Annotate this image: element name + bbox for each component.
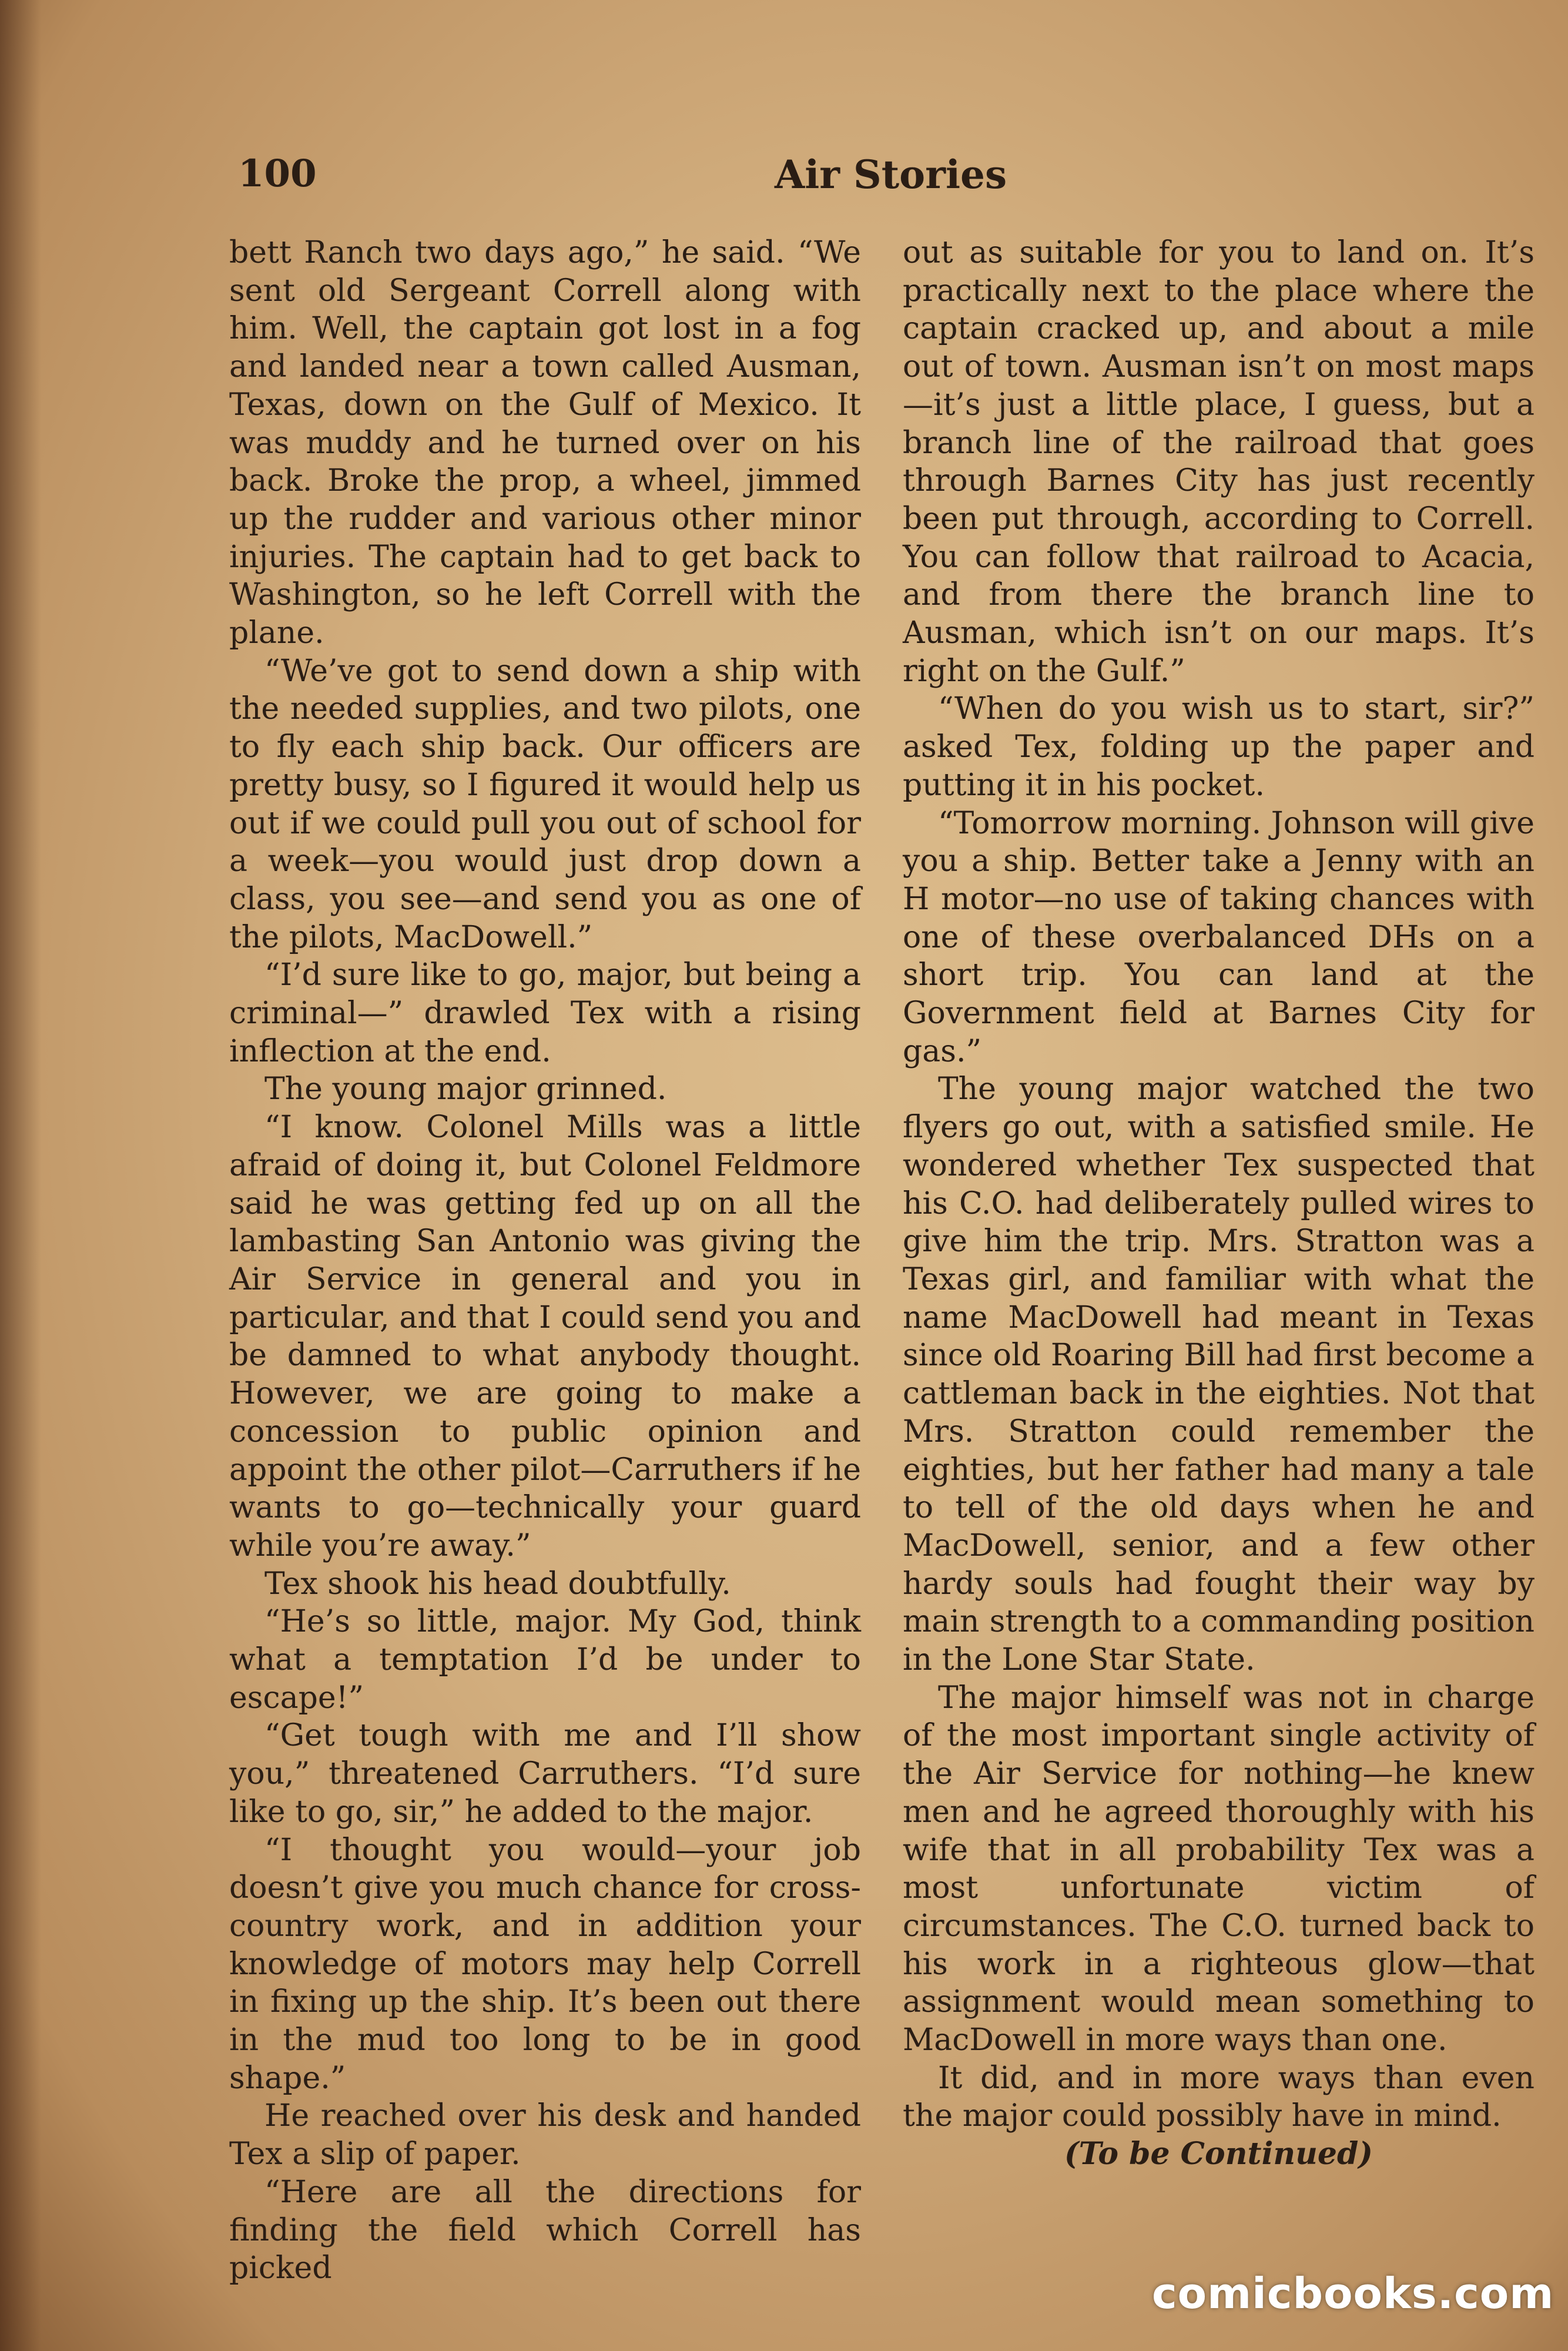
paragraph: “He’s so little, major. My God, think what a temptation I’d be under to escape!” — [229, 1604, 861, 1716]
left-column — [229, 234, 861, 2288]
paragraph: “I know. Colonel Mills was a little afraid of doing it, but Colonel Feldmore said he was getting fed up on all the lambasting San Antonio was giving the Air Service in general and you in particular, and that I could send you and be damned to what anybody thought. However, we are going to make a concession to public opinion and appoint the other pilot—Carruthers if he wants to go—technically your guard while you’re away.” — [229, 1110, 861, 1563]
running-title: Air Stories — [775, 152, 1007, 197]
paragraph: “We’ve got to send down a ship with the needed supplies, and two pilots, one to fly each ship back. Our officers are pretty busy, so I figured it would help us out if we could pull you out of school for a week—you would just drop down a class, you see—and send you as one of the pilots, MacDowell.” — [229, 653, 861, 955]
paragraph: It did, and in more ways than even the major could possibly have in mind. — [903, 2060, 1535, 2134]
paragraph: The young major watched the two flyers go out, with a satisfied smile. He wondered whether Tex suspected that his C.O. had deliberately pulled wires to give him the trip. Mrs. Stratton was a Texas girl, and familiar with what the name MacDowell had meant in Texas since old Roaring Bill had first become a cattleman back in the eighties. Not that Mrs. Stratton could remember the eighties, but her father had many a tale to tell of the old days when he and MacDowell, senior, and a few other hardy souls had fought their way by main strength to a commanding position in the Lone Star State. — [903, 1071, 1535, 1678]
paragraph: The young major grinned. — [264, 1071, 667, 1107]
site-watermark: comicbooks.com — [1152, 2269, 1554, 2318]
paragraph: out as suitable for you to land on. It’s practically next to the place where the captain cracked up, and about a mile out of town. Ausman isn’t on most maps—it’s just a little place, I guess, but a branch line of the railroad that goes through Barnes City has just recently been put through, according to Correll. You can follow that railroad to Acacia, and from there the branch line to Ausman, which isn’t on our maps. It’s right on the Gulf.” — [903, 235, 1535, 689]
paragraph: “Here are all the directions for finding the field which Correll has picked — [229, 2174, 861, 2286]
to-be-continued: (To be Continued) — [1064, 2136, 1373, 2172]
paragraph: bett Ranch two days ago,” he said. “We sent old Sergeant Correll along with him. Well, the captain got lost in a fog and landed near a town called Ausman, Texas, down on the Gulf of Mexico. It was muddy and he turned over on his back. Broke the prop, a wheel, jimmed up the rudder and various other minor injuries. The captain had to get back to Washington, so he left Correll with the plane. — [229, 235, 861, 651]
paragraph: “When do you wish us to start, sir?” asked Tex, folding up the paper and putting it in his pocket. — [903, 691, 1535, 803]
page-edge-shadow — [0, 0, 41, 2351]
paragraph: “Get tough with me and I’ll show you,” threatened Carruthers. “I’d sure like to go, sir,” he added to the major. — [229, 1718, 861, 1830]
right-column — [903, 234, 1535, 2173]
paragraph: He reached over his desk and handed Tex a slip of paper. — [229, 2098, 861, 2172]
paragraph: “I thought you would—your job doesn’t give you much chance for cross-country work, and in addition your knowledge of motors may help Correll in fixing up the ship. It’s been out there in the mud too long to be in good shape.” — [229, 1832, 861, 2096]
paragraph: Tex shook his head doubtfully. — [264, 1566, 731, 1602]
paragraph: The major himself was not in charge of the most important single activity of the Air Service for nothing—he knew men and he agreed thoroughly with his wife that in all probability Tex was a most unfortunate victim of circumstances. The C.O. turned back to his work in a righteous glow—that assignment would mean something to MacDowell in more ways than one. — [903, 1680, 1535, 2058]
page-number: 100 — [238, 152, 317, 196]
paragraph: “Tomorrow morning. Johnson will give you a ship. Better take a Jenny with an H motor—no use of taking chances with one of these overbalanced DHs on a short trip. You can land at the Government field at Barnes City for gas.” — [903, 805, 1535, 1069]
paragraph: “I’d sure like to go, major, but being a criminal—” drawled Tex with a rising inflection at the end. — [229, 957, 861, 1069]
